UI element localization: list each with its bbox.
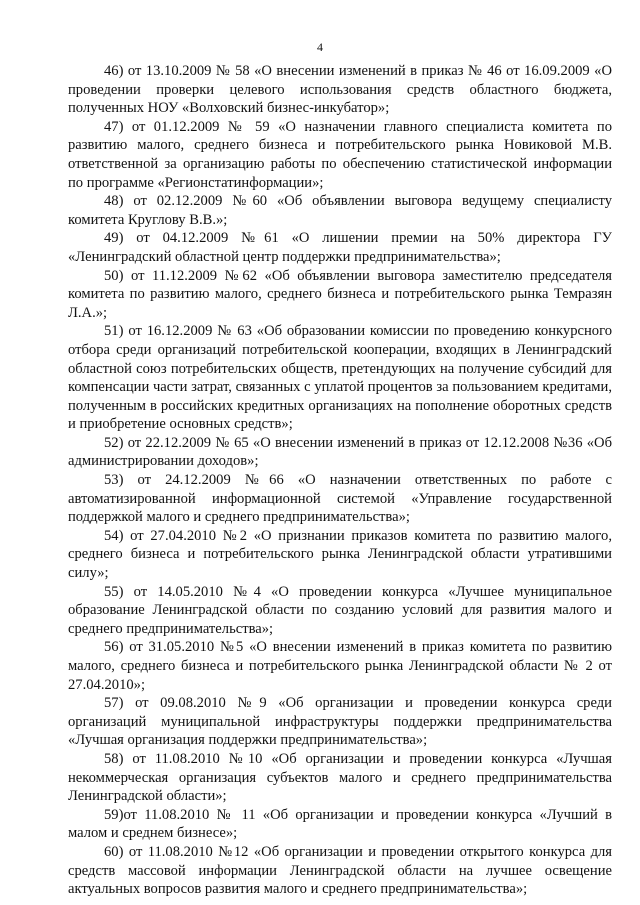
list-item: 60) от 11.08.2010 №12 «Об организации и проведении открытого конкурса для средств массовой информации Ленинградской области на лучшее освещение актуальных вопросов развития малого и среднего предпринимательства»; — [68, 843, 612, 898]
list-item: 52) от 22.12.2009 № 65 «О внесении изменений в приказ от 12.12.2008 №36 «Об администрировании доходов»; — [68, 434, 612, 470]
list-item: 48) от 02.12.2009 №60 «Об объявлении выговора ведущему специалисту комитета Круглову В.В.»; — [68, 193, 612, 228]
list-item: 59)от 11.08.2010 № 11 «Об организации и проведении конкурса «Лучший в малом и среднем бизнесе»; — [68, 806, 612, 842]
list-item: 58) от 11.08.2010 №10 «Об организации и проведении конкурса «Лучшая некоммерческая организация субъектов малого и среднего предпринимательства Ленинградской области»; — [68, 750, 612, 805]
list-item: 53) от 24.12.2009 №66 «О назначении ответственных по работе с автоматизированной информационной системой «Управление государственной поддержкой малого и среднего предпринимательства»; — [68, 472, 612, 526]
page-number: 4 — [317, 40, 323, 54]
list-item: 56) от 31.05.2010 №5 «О внесении изменений в приказ комитета по развитию малого, среднего бизнеса и потребительского рынка Ленинградской области № 2 от 27.04.2010»; — [68, 639, 612, 693]
document-body — [68, 62, 612, 899]
list-item: 57) от 09.08.2010 №9 «Об организации и проведении конкурса среди организаций муниципальной инфраструктуры поддержки предпринимательства «Лучшая организация поддержки предпринимательства»; — [68, 695, 612, 749]
list-item: 46) от 13.10.2009 № 58 «О внесении изменений в приказ № 46 от 16.09.2009 «О проведении проверки целевого использования средств областного бюджета, полученных НОУ «Волховский бизнес-инкубатор»; — [68, 63, 612, 117]
list-item: 47) от 01.12.2009 № 59 «О назначении главного специалиста комитета по развитию малого, среднего бизнеса и потребительского рынка Новиковой М.В. ответственной за организацию работы по обеспечению статистической информации по программе «Регионстатинформации»; — [68, 118, 612, 191]
list-item: 51) от 16.12.2009 № 63 «Об образовании комиссии по проведению конкурсного отбора среди организаций потребительской кооперации, входящих в Ленинградский областной союз потребительских обществ, претендующих на получение субсидий для компенсации части затрат, связанных с уплатой процентов за пользованием кредитами, полученным в российских кредитных организациях на пополнение оборотных средств и приобретение основных средств»; — [68, 323, 612, 433]
list-item: 49) от 04.12.2009 №61 «О лишении премии на 50% директора ГУ «Ленинградский областной центр поддержки предпринимательства»; — [68, 230, 612, 265]
list-item: 54) от 27.04.2010 №2 «О признании приказов комитета по развитию малого, среднего бизнеса и потребительского рынка Ленинградской области утратившими силу»; — [68, 527, 612, 582]
list-item: 50) от 11.12.2009 №62 «Об объявлении выговора заместителю председателя комитета по развитию малого, среднего бизнеса и потребительского рынка Темразян Л.А.»; — [68, 267, 612, 321]
list-item: 55) от 14.05.2010 №4 «О проведении конкурса «Лучшее муниципальное образование Ленинградской области по созданию условий для развития малого и среднего предпринимательства»; — [68, 583, 612, 637]
